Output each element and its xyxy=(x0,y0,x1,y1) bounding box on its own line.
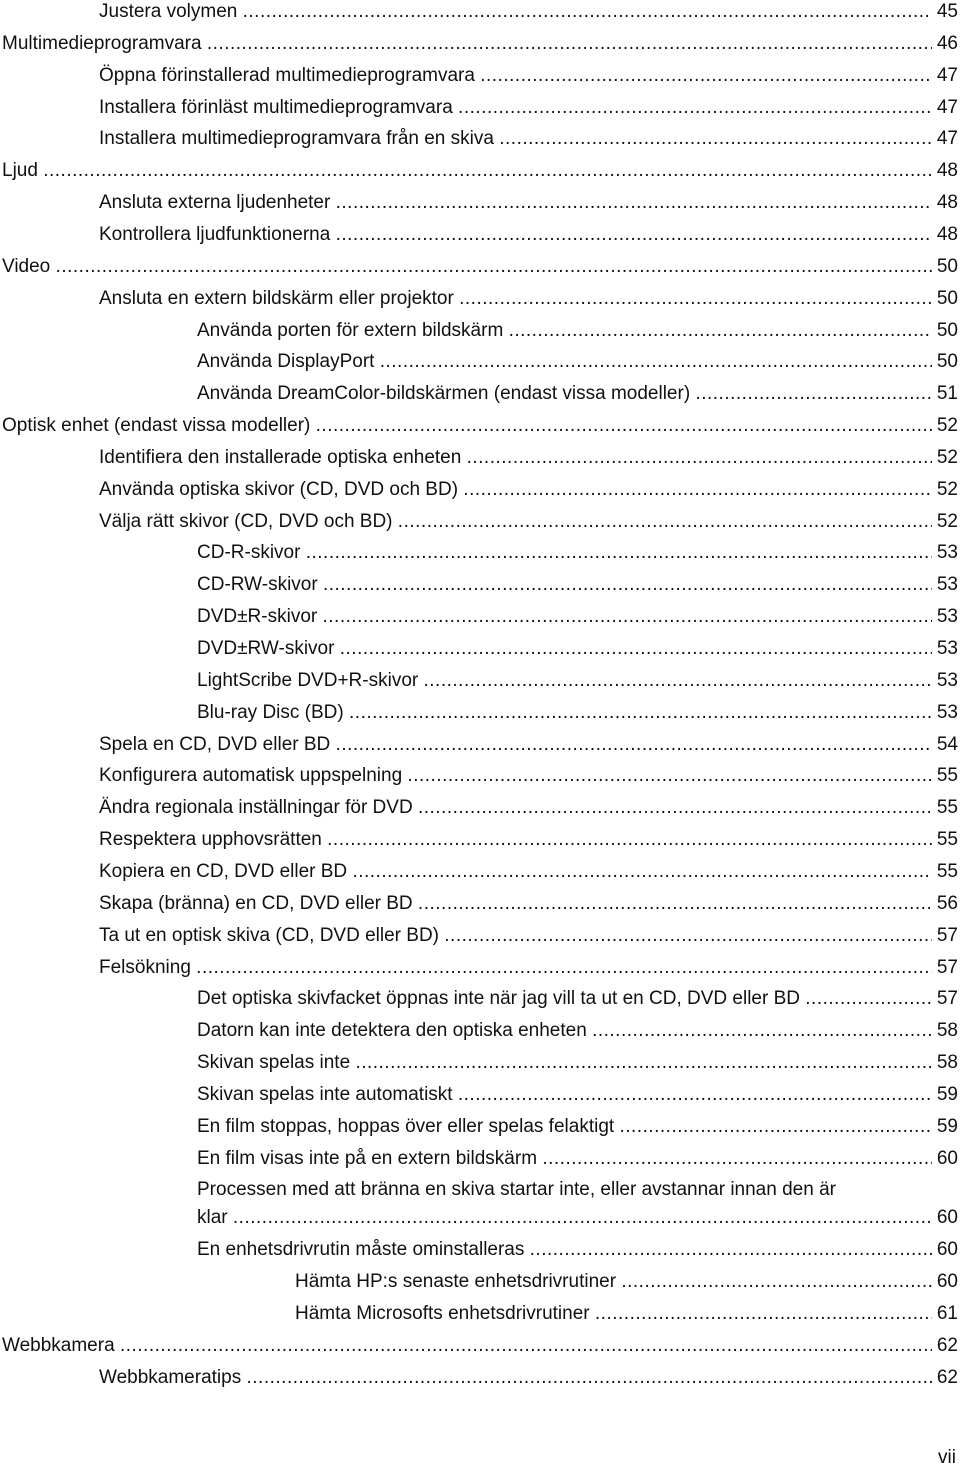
toc-entry[interactable] xyxy=(99,860,958,884)
toc-entry[interactable] xyxy=(2,255,958,279)
toc-entry-page-number: 47 xyxy=(936,128,958,150)
toc-entry[interactable] xyxy=(197,1178,958,1230)
dot-leader xyxy=(619,1115,931,1139)
toc-entry-title: Använda DisplayPort xyxy=(197,351,375,373)
toc-entry[interactable] xyxy=(99,446,958,470)
dot-leader xyxy=(542,1147,931,1171)
toc-entry-title: Ansluta en extern bildskärm eller projektor xyxy=(99,287,454,309)
toc-entry[interactable] xyxy=(2,159,958,183)
dot-leader xyxy=(463,478,931,502)
toc-entry-title: DVD±RW-skivor xyxy=(197,638,335,659)
toc-entry-page-number: 53 xyxy=(936,669,958,691)
toc-entry[interactable] xyxy=(99,733,958,757)
dot-leader xyxy=(805,987,931,1011)
toc-entry-title: Installera multimedieprogramvara från en skiva xyxy=(99,128,494,150)
toc-entry-title: En film stoppas, hoppas över eller spelas felaktigt xyxy=(197,1115,615,1137)
toc-entry-title: Video xyxy=(2,255,51,277)
toc-entry-page-number: 53 xyxy=(936,574,958,596)
dot-leader xyxy=(444,924,931,948)
dot-leader xyxy=(418,796,932,820)
dot-leader xyxy=(120,1334,932,1358)
toc-entry-page-number: 53 xyxy=(936,638,958,659)
toc-entry[interactable] xyxy=(197,605,958,629)
toc-entry-page-number: 51 xyxy=(936,383,958,405)
toc-entry-page-number: 57 xyxy=(936,956,958,978)
toc-entry-page-number: 48 xyxy=(936,192,958,214)
toc-entry[interactable] xyxy=(99,510,958,534)
toc-entry-title: Felsökning xyxy=(99,956,191,978)
toc-entry-title: Ändra regionala inställningar för DVD xyxy=(99,797,413,819)
toc-entry-title: Använda DreamColor-bildskärmen (endast vissa modeller) xyxy=(197,383,691,405)
toc-entry-page-number: 53 xyxy=(936,542,958,564)
toc-entry-title: Ansluta externa ljudenheter xyxy=(99,192,331,214)
dot-leader xyxy=(509,319,932,343)
toc-entry[interactable] xyxy=(99,96,958,120)
toc-entry-title: CD-RW-skivor xyxy=(197,574,318,596)
toc-entry[interactable] xyxy=(99,828,958,852)
toc-entry-title: klar xyxy=(197,1207,228,1229)
toc-entry-title: Använda optiska skivor (CD, DVD och BD) xyxy=(99,478,459,500)
toc-entry-title: Processen med att bränna en skiva startar inte, eller avstannar innan den är xyxy=(197,1179,836,1201)
toc-entry[interactable] xyxy=(99,764,958,788)
toc-entry-page-number: 52 xyxy=(936,478,958,500)
toc-entry-page-number: 55 xyxy=(936,797,958,819)
toc-entry-title: Respektera upphovsrätten xyxy=(99,829,322,851)
toc-entry[interactable] xyxy=(197,1019,958,1043)
toc-entry[interactable] xyxy=(99,287,958,311)
toc-entry-page-number: 52 xyxy=(936,415,958,437)
toc-entry-page-number: 47 xyxy=(936,64,958,86)
dot-leader xyxy=(336,223,932,247)
toc-entry-title: Installera förinläst multimedieprogramvara xyxy=(99,96,453,118)
dot-leader xyxy=(352,860,931,884)
toc-entry-page-number: 60 xyxy=(936,1271,958,1293)
toc-entry-title: Öppna förinstallerad multimedieprogramvara xyxy=(99,64,475,86)
toc-entry-continuation xyxy=(197,1206,958,1230)
dot-leader xyxy=(323,605,932,629)
dot-leader xyxy=(458,1083,932,1107)
toc-entry-title: Det optiska skivfacket öppnas inte när jag vill ta ut en CD, DVD eller BD xyxy=(197,988,800,1010)
toc-entry-title: Webbkameratips xyxy=(99,1366,242,1388)
toc-entry-title: Kontrollera ljudfunktionerna xyxy=(99,223,331,245)
dot-leader xyxy=(336,733,932,757)
toc-entry-page-number: 54 xyxy=(936,733,958,755)
toc-entry-title: Skapa (bränna) en CD, DVD eller BD xyxy=(99,892,413,914)
toc-entry-title: Hämta Microsofts enhetsdrivrutiner xyxy=(295,1303,590,1325)
toc-entry-page-number: 50 xyxy=(936,287,958,309)
toc-entry-title: Multimedieprogramvara xyxy=(2,32,202,54)
toc-entry[interactable] xyxy=(197,1238,958,1262)
dot-leader xyxy=(336,191,932,215)
toc-entry-page-number: 50 xyxy=(936,351,958,373)
dot-leader xyxy=(56,255,932,279)
toc-entry[interactable] xyxy=(2,1334,958,1358)
toc-entry[interactable] xyxy=(197,541,958,565)
toc-entry[interactable] xyxy=(197,987,958,1011)
toc-entry[interactable] xyxy=(2,414,958,438)
toc-entry-title: Använda porten för extern bildskärm xyxy=(197,319,504,341)
dot-leader xyxy=(243,0,932,24)
dot-leader xyxy=(467,446,932,470)
dot-leader xyxy=(499,127,931,151)
toc-entry-title: Datorn kan inte detektera den optiska enheten xyxy=(197,1020,587,1042)
toc-entry-title: Skivan spelas inte xyxy=(197,1052,351,1074)
toc-entry-title: En film visas inte på en extern bildskärm xyxy=(197,1147,538,1169)
dot-leader xyxy=(530,1238,932,1262)
toc-entry-page-number: 47 xyxy=(936,96,958,118)
dot-leader xyxy=(695,382,931,406)
toc-entry[interactable] xyxy=(197,319,958,343)
toc-entry[interactable] xyxy=(295,1270,958,1294)
dot-leader xyxy=(207,32,932,56)
toc-entry-title: Optisk enhet (endast vissa modeller) xyxy=(2,415,311,437)
toc-entry[interactable] xyxy=(99,1366,958,1390)
dot-leader xyxy=(480,64,931,88)
toc-entry-title: Ljud xyxy=(2,160,38,182)
toc-entry-page-number: 61 xyxy=(936,1303,958,1325)
dot-leader xyxy=(340,637,932,661)
dot-leader xyxy=(407,764,931,788)
toc-entry-page-number: 48 xyxy=(936,223,958,245)
toc-entry-title: En enhetsdrivrutin måste ominstalleras xyxy=(197,1239,525,1261)
toc-entry[interactable] xyxy=(99,796,958,820)
toc-entry[interactable] xyxy=(99,64,958,88)
toc-entry[interactable] xyxy=(197,1051,958,1075)
dot-leader xyxy=(595,1302,932,1326)
toc-entry[interactable] xyxy=(2,32,958,56)
toc-entry-title: Identifiera den installerade optiska enheten xyxy=(99,446,462,468)
dot-leader xyxy=(196,956,931,980)
toc-entry-title: Ta ut en optisk skiva (CD, DVD eller BD) xyxy=(99,924,439,946)
toc-entry-page-number: 48 xyxy=(936,160,958,182)
toc-entry-page-number: 57 xyxy=(936,988,958,1010)
toc-entry[interactable] xyxy=(197,669,958,693)
toc-entry-title: Hämta HP:s senaste enhetsdrivrutiner xyxy=(295,1271,617,1293)
toc-entry-title: Spela en CD, DVD eller BD xyxy=(99,733,331,755)
toc-entry[interactable] xyxy=(197,1147,958,1171)
toc-entry[interactable] xyxy=(197,573,958,597)
toc-entry[interactable] xyxy=(197,350,958,374)
toc-entry-page-number: 62 xyxy=(936,1334,958,1356)
toc-entry[interactable] xyxy=(99,223,958,247)
toc-entry[interactable] xyxy=(99,892,958,916)
dot-leader xyxy=(418,892,932,916)
toc-entry-title: Justera volymen xyxy=(99,1,238,22)
toc-entry-page-number: 55 xyxy=(936,765,958,787)
toc-entry-page-number: 57 xyxy=(936,924,958,946)
dot-leader xyxy=(458,96,932,120)
toc-entry-page-number: 60 xyxy=(936,1207,958,1229)
toc-entry[interactable] xyxy=(197,382,958,406)
toc-entry-title: Webbkamera xyxy=(2,1334,115,1356)
toc-entry-page-number: 52 xyxy=(936,510,958,532)
dot-leader xyxy=(380,350,932,374)
toc-entry-page-number: 58 xyxy=(936,1052,958,1074)
toc-entry[interactable] xyxy=(197,1083,958,1107)
toc-entry-page-number: 53 xyxy=(936,701,958,723)
toc-entry-page-number: 46 xyxy=(936,32,958,54)
toc-entry-page-number: 53 xyxy=(936,606,958,628)
toc-entry-page-number: 55 xyxy=(936,829,958,851)
dot-leader xyxy=(327,828,931,852)
toc-entry-title: Skivan spelas inte automatiskt xyxy=(197,1083,453,1105)
toc-entry[interactable] xyxy=(99,127,958,151)
toc-entry-page-number: 56 xyxy=(936,892,958,914)
toc-entry-page-number: 60 xyxy=(936,1239,958,1261)
dot-leader xyxy=(316,414,932,438)
toc-entry-title: Kopiera en CD, DVD eller BD xyxy=(99,860,348,882)
toc-entry-title: CD-R-skivor xyxy=(197,542,301,564)
dot-leader xyxy=(398,510,932,534)
toc-entry-title: Blu-ray Disc (BD) xyxy=(197,701,344,723)
toc-entry[interactable] xyxy=(197,701,958,725)
toc-entry-page-number: 59 xyxy=(936,1083,958,1105)
toc-entry-title: LightScribe DVD+R-skivor xyxy=(197,669,419,691)
toc-entry-title: Välja rätt skivor (CD, DVD och BD) xyxy=(99,510,393,532)
toc-entry-page-number: 59 xyxy=(936,1115,958,1137)
toc-entry-page-number: 52 xyxy=(936,446,958,468)
toc-entry[interactable] xyxy=(197,637,958,661)
toc-entry[interactable] xyxy=(99,956,958,980)
toc-entry[interactable] xyxy=(99,0,958,24)
toc-entry[interactable] xyxy=(197,1115,958,1139)
dot-leader xyxy=(459,287,931,311)
toc-entry-page-number: 50 xyxy=(936,255,958,277)
toc-entry-page-number: 62 xyxy=(936,1366,958,1388)
toc-entry-title: DVD±R-skivor xyxy=(197,606,318,628)
toc-entry-page-number: 55 xyxy=(936,860,958,882)
dot-leader xyxy=(43,159,931,183)
toc-entry-page-number: 45 xyxy=(936,1,958,22)
dot-leader xyxy=(592,1019,932,1043)
dot-leader xyxy=(355,1051,931,1075)
dot-leader xyxy=(233,1206,932,1230)
page-number: vii xyxy=(938,1447,956,1468)
dot-leader xyxy=(247,1366,932,1390)
toc-entry-title: Konfigurera automatisk uppspelning xyxy=(99,765,403,787)
toc-entry-page-number: 60 xyxy=(936,1147,958,1169)
dot-leader xyxy=(349,701,932,725)
toc-entry-page-number: 50 xyxy=(936,319,958,341)
toc-entry[interactable] xyxy=(99,924,958,948)
dot-leader xyxy=(424,669,932,693)
toc-entry-page-number: 58 xyxy=(936,1020,958,1042)
toc-entry[interactable] xyxy=(99,478,958,502)
dot-leader xyxy=(621,1270,931,1294)
dot-leader xyxy=(323,573,932,597)
toc-entry[interactable] xyxy=(295,1302,958,1326)
dot-leader xyxy=(306,541,932,565)
toc-entry[interactable] xyxy=(99,191,958,215)
